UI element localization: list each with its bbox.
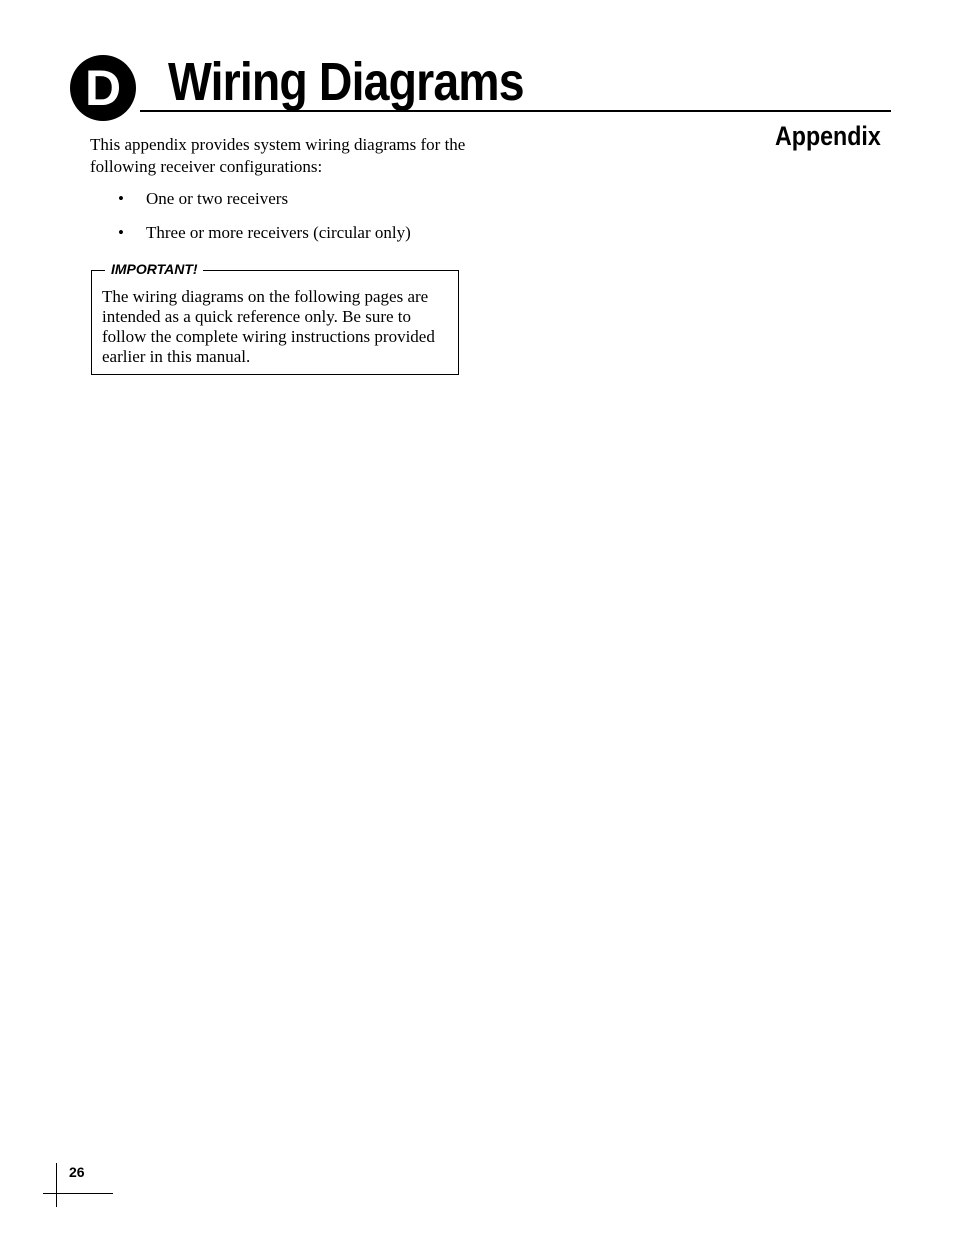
bullet-icon: • xyxy=(118,223,124,242)
intro-paragraph: This appendix provides system wiring diagrams for the following receiver configurations: xyxy=(90,135,466,176)
title-divider xyxy=(140,110,891,112)
important-note-box xyxy=(91,261,459,375)
important-note-body: The wiring diagrams on the following pages are intended as a quick reference only. Be sure to follow the complete wiring instructions provided earlier in this manual. xyxy=(102,287,435,366)
crop-mark-horizontal xyxy=(43,1193,113,1194)
important-note-heading: IMPORTANT! xyxy=(105,260,203,278)
crop-mark-vertical xyxy=(56,1163,57,1207)
page-title: Wiring Diagrams xyxy=(168,52,524,112)
chapter-letter: D xyxy=(84,60,122,116)
bullet-icon: • xyxy=(118,189,124,208)
page-number: 26 xyxy=(69,1164,85,1180)
chapter-badge xyxy=(70,55,136,121)
list-item-text: Three or more receivers (circular only) xyxy=(146,223,411,242)
list-item-text: One or two receivers xyxy=(146,189,289,208)
section-label: Appendix xyxy=(775,121,881,151)
list-item xyxy=(90,222,470,256)
configuration-list xyxy=(90,188,470,256)
list-item xyxy=(90,188,470,222)
